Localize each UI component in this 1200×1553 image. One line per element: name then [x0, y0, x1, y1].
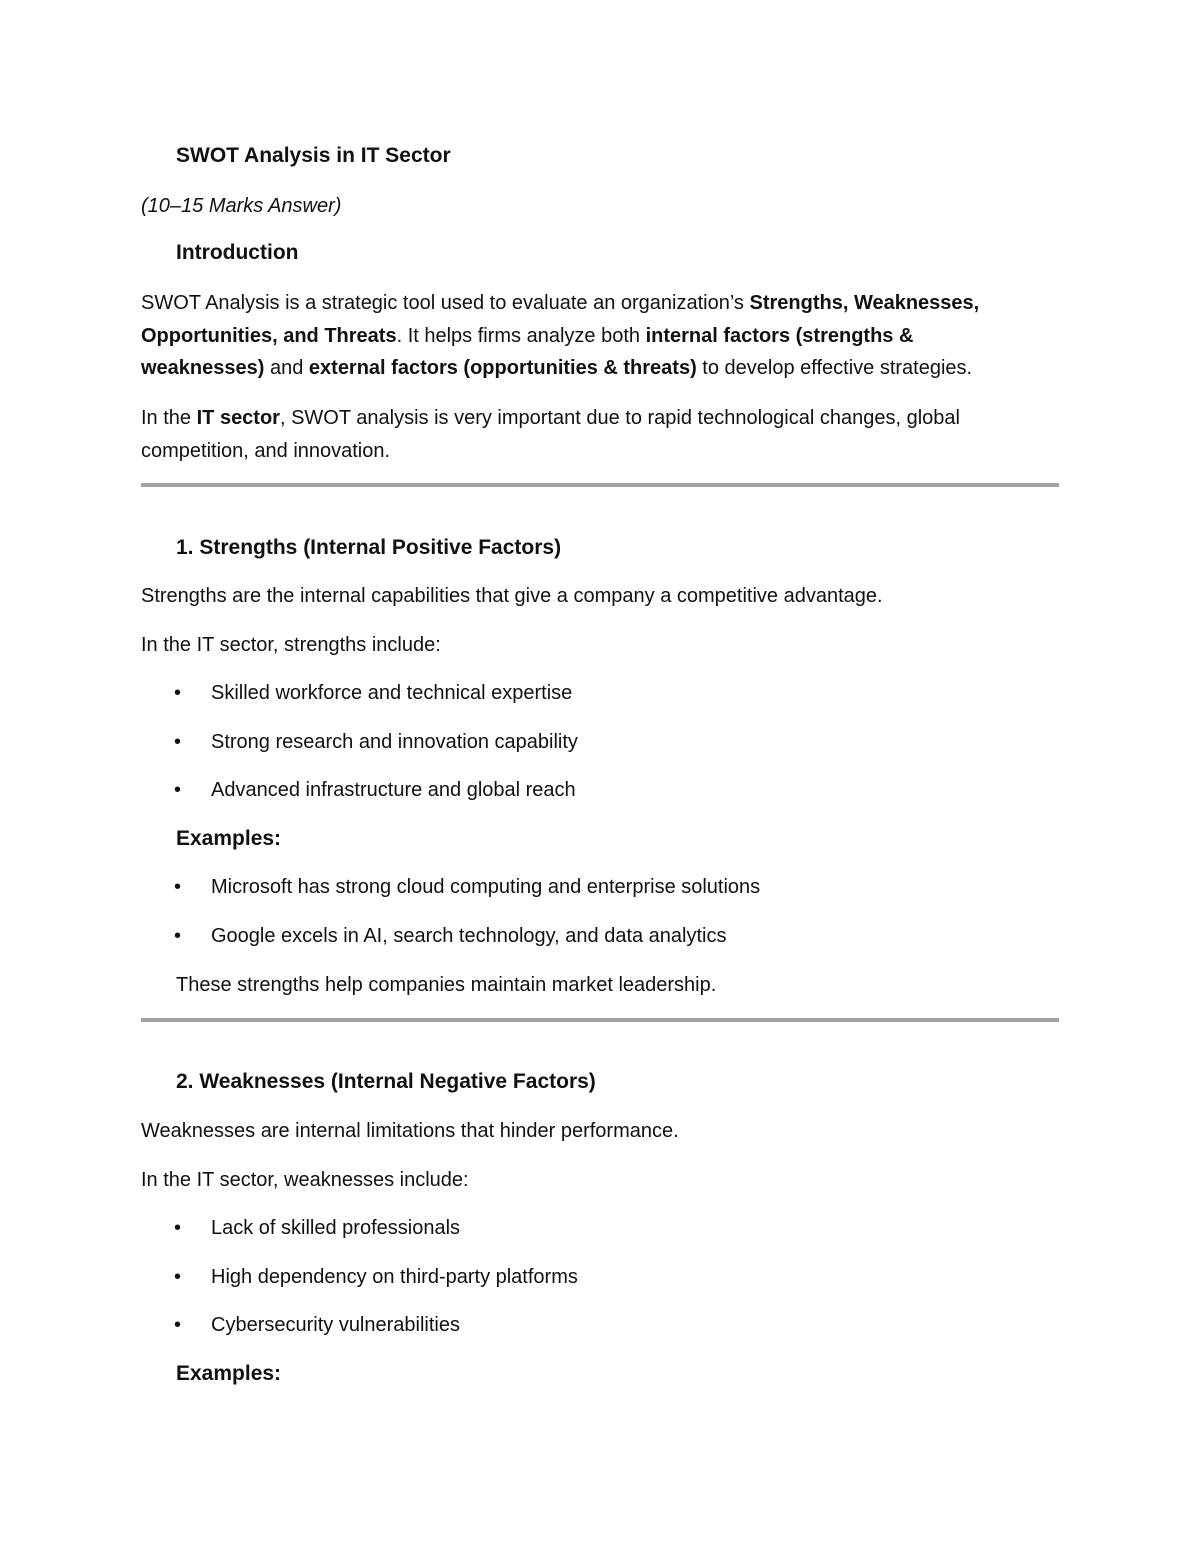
list-item: Lack of skilled professionals [211, 1217, 461, 1239]
weaknesses-definition: Weaknesses are internal limitations that hinder performance. [141, 1120, 679, 1142]
bullet-icon: • [174, 779, 182, 801]
bold-text-run: Opportunities, and Threats [141, 325, 397, 347]
intro-paragraph-line-3 [141, 356, 972, 380]
list-item: Google excels in AI, search technology, and data analytics [211, 925, 727, 947]
bullet-icon: • [174, 1217, 182, 1239]
intro-paragraph-line-2 [141, 324, 913, 348]
list-item: High dependency on third-party platforms [211, 1266, 578, 1288]
bullet-icon: • [174, 1266, 182, 1288]
bullet-icon: • [174, 925, 182, 947]
text-run: . It helps firms analyze both [396, 325, 646, 347]
bullet-icon: • [174, 731, 182, 753]
horizontal-divider [141, 1018, 1059, 1022]
bullet-icon: • [174, 1314, 182, 1336]
text-run: In the [141, 407, 197, 429]
text-run: to develop effective strategies. [696, 357, 973, 379]
weaknesses-lead: In the IT sector, weaknesses include: [141, 1169, 469, 1191]
bullet-icon: • [174, 876, 182, 898]
bold-text-run: IT sector [196, 407, 280, 429]
list-item: Advanced infrastructure and global reach [211, 779, 576, 801]
strengths-definition: Strengths are the internal capabilities that give a company a competitive advantage. [141, 585, 883, 607]
text-run: and [264, 357, 309, 379]
list-item: Microsoft has strong cloud computing and enterprise solutions [211, 876, 761, 898]
weaknesses-examples-label: Examples: [176, 1362, 282, 1385]
intro-paragraph2-line-1 [141, 406, 960, 430]
bold-text-run: internal factors (strengths & [645, 325, 914, 347]
text-run: SWOT Analysis is a strategic tool used to evaluate an organization’s [141, 292, 750, 314]
strengths-conclusion: These strengths help companies maintain market leadership. [176, 974, 717, 996]
bold-text-run: Strengths, Weaknesses, [749, 292, 980, 314]
horizontal-divider [141, 483, 1059, 487]
intro-heading: Introduction [176, 241, 299, 264]
strengths-heading: 1. Strengths (Internal Positive Factors) [176, 536, 562, 559]
bold-text-run: external factors (opportunities & threats) [308, 357, 697, 379]
list-item: Strong research and innovation capability [211, 731, 578, 753]
bold-text-run: weaknesses) [141, 357, 265, 379]
intro-paragraph2-line-2: competition, and innovation. [141, 440, 391, 462]
intro-paragraph-line-1 [141, 291, 979, 315]
bullet-icon: • [174, 682, 182, 704]
strengths-examples-label: Examples: [176, 827, 282, 850]
strengths-lead: In the IT sector, strengths include: [141, 634, 441, 656]
list-item: Skilled workforce and technical expertise [211, 682, 573, 704]
document-subtitle: (10–15 Marks Answer) [141, 195, 342, 217]
weaknesses-heading: 2. Weaknesses (Internal Negative Factors) [176, 1070, 596, 1093]
document-title: SWOT Analysis in IT Sector [176, 144, 451, 167]
list-item: Cybersecurity vulnerabilities [211, 1314, 460, 1336]
text-run: , SWOT analysis is very important due to rapid technological changes, global [279, 407, 960, 429]
